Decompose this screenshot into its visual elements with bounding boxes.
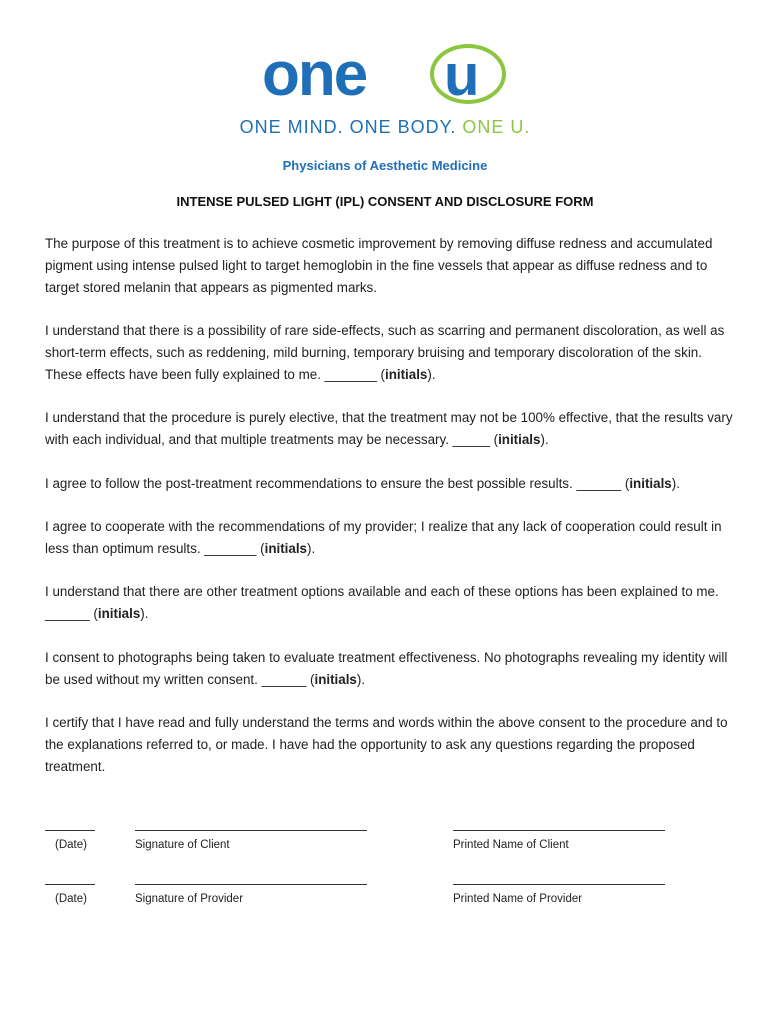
provider-signature-label: Signature of Provider (135, 893, 244, 905)
date-line-client[interactable] (45, 830, 95, 831)
form-title: INTENSE PULSED LIGHT (IPL) CONSENT AND DISCLOSURE FORM (176, 194, 594, 209)
paragraph-certify: I certify that I have read and fully understand the terms and words within the above consent to the procedure and to the explanations referred to, or made. I have had the opportunity to ask any questions regarding the proposed treatment. (45, 715, 728, 774)
date-line-provider[interactable] (45, 884, 95, 885)
initials-label: initials (629, 476, 672, 491)
paragraph-cooperate: I agree to cooperate with the recommendations of my provider; I realize that any lack of cooperation could result in less than optimum results. _______ (initials). (45, 519, 722, 556)
client-signature-label: Signature of Client (135, 839, 230, 851)
date-label-provider: (Date) (55, 893, 87, 905)
paragraph-elective: I understand that the procedure is purely elective, that the treatment may not be 100% effective, that the results vary with each individual, and that multiple treatments may be necessary. _____ (initials). (45, 410, 733, 447)
paragraph-photographs: I consent to photographs being taken to evaluate treatment effectiveness. No photographs revealing my identity will be used without my written consent. ______ (initials). (45, 650, 728, 687)
provider-name-line[interactable] (453, 884, 665, 885)
initials-label: initials (264, 541, 308, 556)
logo-word: one (262, 40, 367, 109)
tagline (0, 117, 770, 138)
tagline-part1: ONE MIND. ONE BODY. (239, 117, 457, 137)
paragraph-side-effects: I understand that there is a possibility of rare side-effects, such as scarring and permanent discoloration, as well as short-term effects, such as reddening, mild burning, temporary bruising and temporary discoloration of the skin. These effects have been fully explained to me. _______ (initials). (45, 323, 725, 382)
paragraph-purpose: The purpose of this treatment is to achieve cosmetic improvement by removing diffuse redness and accumulated pigment using intense pulsed light to target hemoglobin in the fine vessels that appear as diffuse redness and to target stored melanin that appears as pigmented marks. (45, 236, 713, 295)
date-label-client: (Date) (55, 839, 87, 851)
paragraph-options: I understand that there are other treatment options available and each of these options has been explained to me. ______ (initials). (45, 584, 719, 621)
client-signature-line[interactable] (135, 830, 367, 831)
organization-name: Physicians of Aesthetic Medicine (282, 158, 488, 173)
client-name-line[interactable] (453, 830, 665, 831)
client-name-label: Printed Name of Client (453, 839, 569, 851)
logo-u-letter: u (444, 43, 480, 108)
initials-label: initials (384, 367, 428, 382)
paragraph-post-treatment: I agree to follow the post-treatment recommendations to ensure the best possible results. ______ (initials). (45, 476, 680, 491)
initials-label: initials (498, 432, 541, 447)
provider-signature-line[interactable] (135, 884, 367, 885)
initials-label: initials (314, 672, 357, 687)
provider-name-label: Printed Name of Provider (453, 893, 583, 905)
tagline-part2: ONE U. (456, 117, 531, 137)
initials-label: initials (97, 606, 141, 621)
